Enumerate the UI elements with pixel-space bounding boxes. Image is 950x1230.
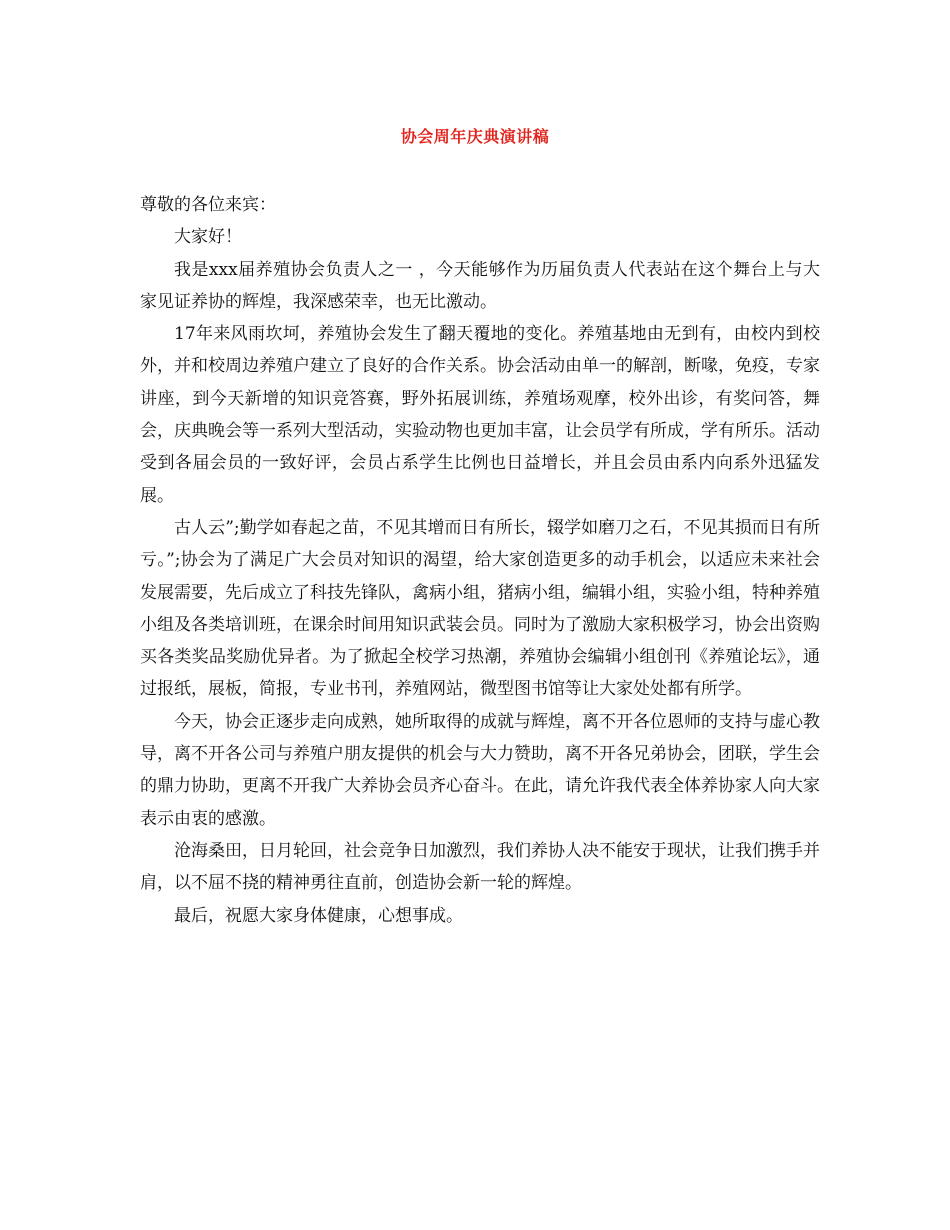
greeting: 大家好！	[174, 227, 242, 248]
paragraph-future: 沧海桑田，日月轮回，社会竞争日加激烈，我们养协人决不能安于现状，让我们携手并肩，以不屈不挠的精神勇往直前，创造协会新一轮的辉煌。	[140, 840, 820, 894]
paragraph-thanks: 今天，协会正逐步走向成熟，她所取得的成就与辉煌，离不开各位恩师的支持与虚心教导，离不开各公司与养殖户朋友提供的机会与大力赞助，离不开各兄弟协会，团联，学生会的鼎力协助，更离不开我广大养协会员齐心奋斗。在此，请允许我代表全体养协家人向大家表示由衷的感激。	[140, 711, 820, 829]
salutation: 尊敬的各位来宾：	[140, 195, 276, 215]
paragraph-learning: 古人云”;勤学如春起之苗，不见其增而日有所长，辍学如磨刀之石，不见其损而日有所亏。”;协会为了满足广大会员对知识的渴望，给大家创造更多的动手机会，以适应未来社会发展需要，先后成立了科技先锋队，禽病小组，猪病小组，编辑小组，实验小组，特种养殖小组及各类培训班，在课余时间用知识武装会员。同时为了激励大家积极学习，协会出资购买各类奖品奖励优异者。为了掀起全校学习热潮，养殖协会编辑小组创刊《养殖论坛》，通过报纸，展板，简报，专业书刊，养殖网站，微型图书馆等让大家处处都有所学。	[140, 517, 820, 700]
paragraph-intro: 我是xxx届养殖协会负责人之一 ，今天能够作为历届负责人代表站在这个舞台上与大家见证养协的辉煌，我深感荣幸，也无比激动。	[140, 259, 820, 312]
paragraph-closing: 最后，祝愿大家身体健康，心想事成。	[174, 905, 463, 926]
paragraph-history: 17年来风雨坎坷，养殖协会发生了翻天覆地的变化。养殖基地由无到有，由校内到校外，并和校周边养殖户建立了良好的合作关系。协会活动由单一的解剖，断喙，免疫，专家讲座，到今天新增的知识竞答赛，野外拓展训练，养殖场观摩，校外出诊，有奖问答，舞会，庆典晚会等一系列大型活动，实验动物也更加丰富，让会员学有所成，学有所乐。活动受到各届会员的一致好评，会员占系学生比例也日益增长，并且会员由系内向系外迅猛发展。	[140, 324, 820, 506]
document-title: 协会周年庆典演讲稿	[400, 127, 550, 146]
document-body	[140, 189, 820, 932]
